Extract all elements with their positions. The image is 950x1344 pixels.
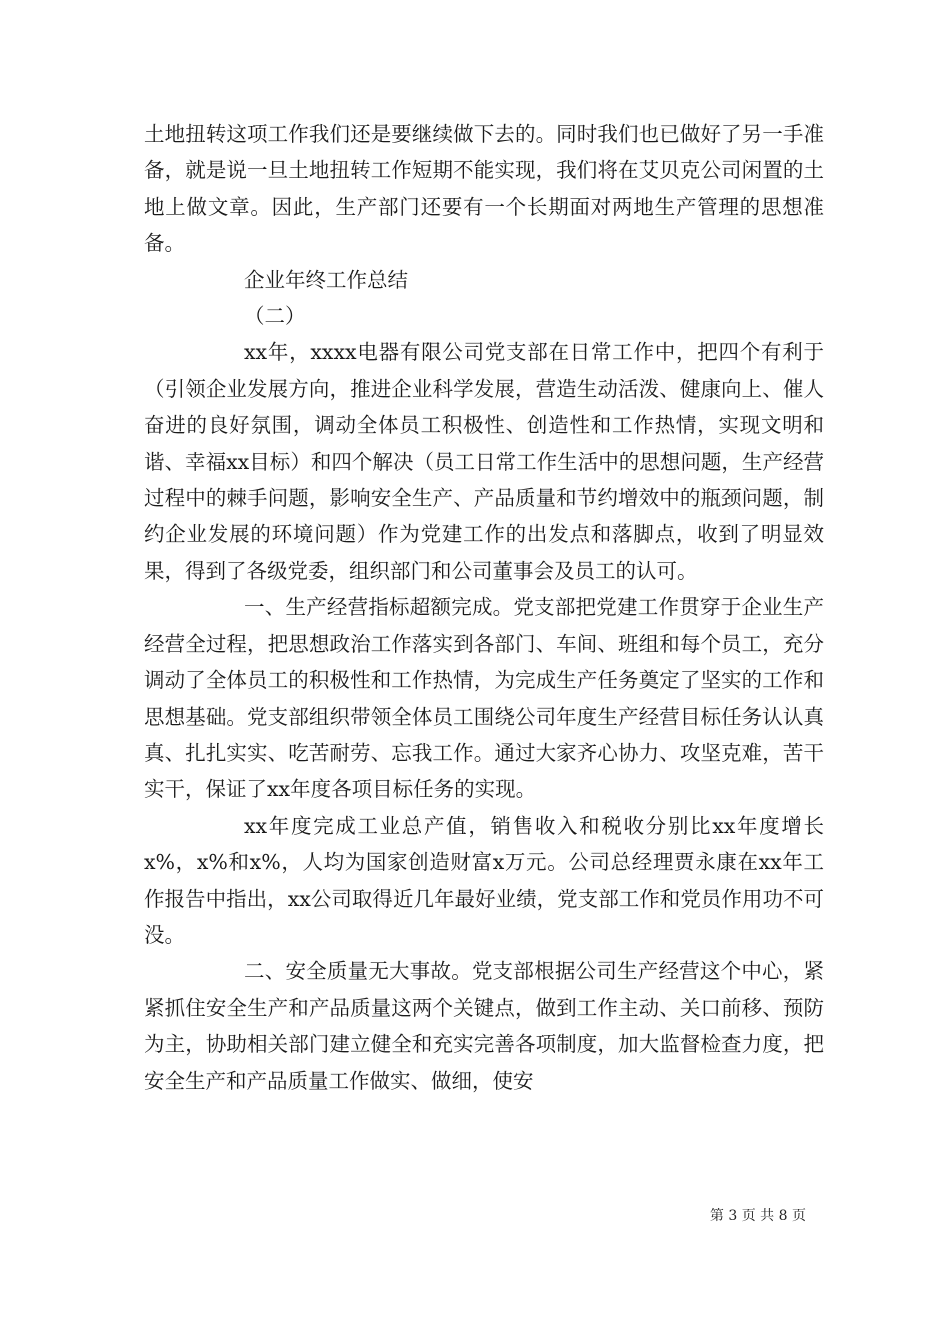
section-title: 企业年终工作总结 [244, 267, 408, 292]
paragraph-intro: xx年，xxxx电器有限公司党支部在日常工作中，把四个有利于（引领企业发展方向，推进企业科学发展，营造生动活泼、健康向上、催人奋进的良好氛围，调动全体员工积极性、创造性和工作热情，实现文明和谐、幸福xx目标）和四个解决（员工日常工作生活中的思想问题，生产经营过程中的棘手问题，影响安全生产、产品质量和节约增效中的瓶颈问题，制约企业发展的环境问题）作为党建工作的出发点和落脚点，收到了明显效果，得到了各级党委，组织部门和公司董事会及员工的认可。 [144, 340, 824, 583]
paragraph-continuation: 土地扭转这项工作我们还是要继续做下去的。同时我们也已做好了另一手准备，就是说一旦土地扭转工作短期不能实现，我们将在艾贝克公司闲置的土地上做文章。因此，生产部门还要有一个长期面对两地生产管理的思想准备。 [144, 122, 824, 256]
paragraph-production: 一、生产经营指标超额完成。党支部把党建工作贯穿于企业生产经营全过程，把思想政治工作落实到各部门、车间、班组和每个员工，充分调动了全体员工的积极性和工作热情，为完成生产任务奠定了坚实的工作和思想基础。党支部组织带领全体员工围绕公司年度生产经营目标任务认认真真、扎扎实实、吃苦耐劳、忘我工作。通过大家齐心协力、攻坚克难，苦干实干，保证了xx年度各项目标任务的实现。 [144, 595, 824, 802]
document-body [144, 116, 824, 1099]
paragraph-statistics: xx年度完成工业总产值，销售收入和税收分别比xx年度增长x%，x%和x%，人均为国家创造财富x万元。公司总经理贾永康在xx年工作报告中指出，xx公司取得近几年最好业绩，党支部工作和党员作用功不可没。 [144, 813, 824, 947]
paragraph-safety: 二、安全质量无大事故。党支部根据公司生产经营这个中心，紧紧抓住安全生产和产品质量这两个关键点，做到工作主动、关口前移、预防为主，协助相关部门建立健全和充实完善各项制度，加大监督检查力度，把安全生产和产品质量工作做实、做细，使安 [144, 959, 824, 1093]
page-number: 第 3 页 共 8 页 [709, 1208, 806, 1224]
section-subtitle: （二） [244, 304, 306, 329]
